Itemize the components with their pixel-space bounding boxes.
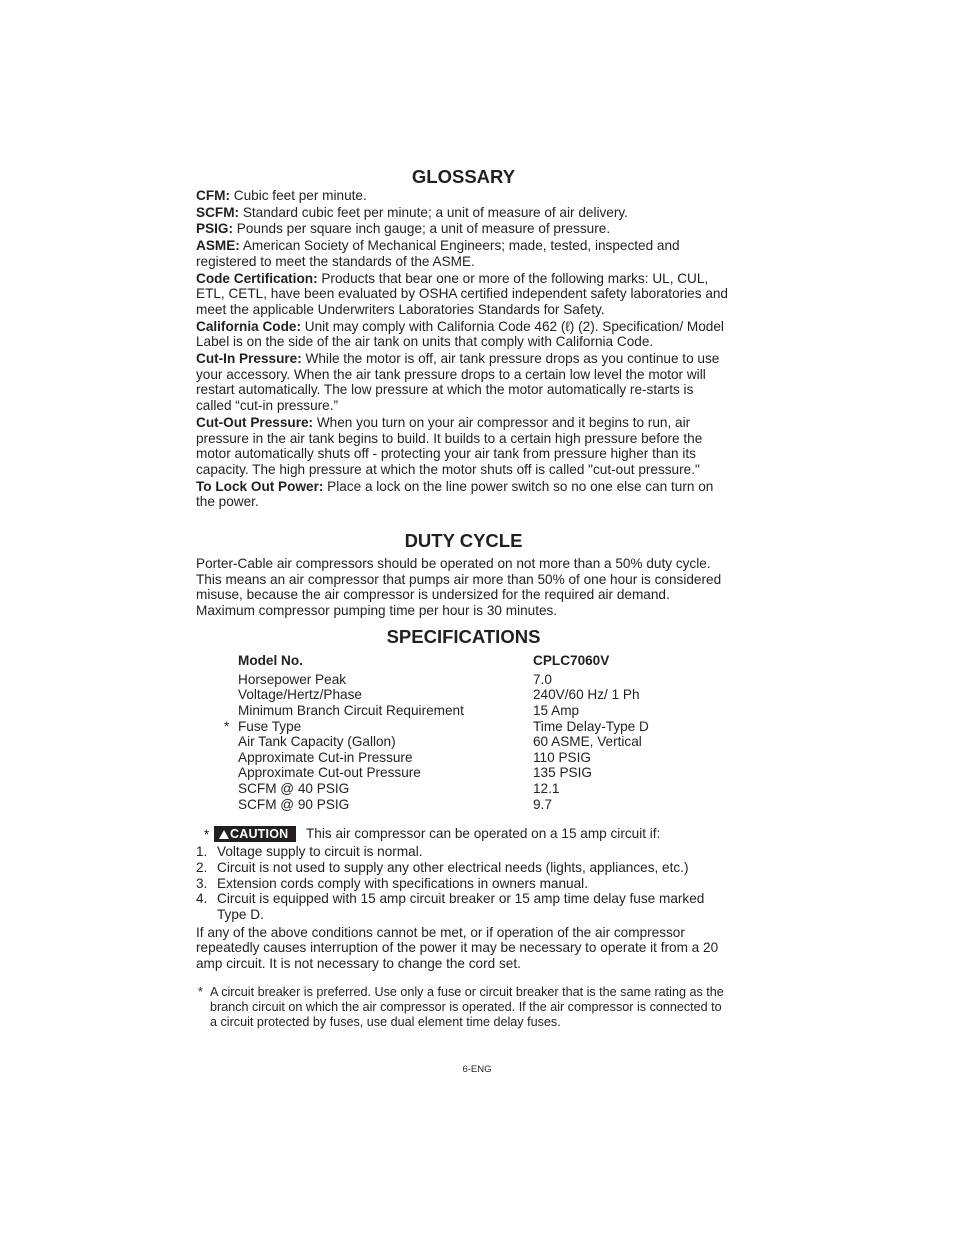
condition-text: Circuit is not used to supply any other electrical needs (lights, appliances, etc.) [217,859,689,875]
footnote-text: A circuit breaker is preferred. Use only a fuse or circuit breaker that is the same rating as the branch circuit on which the air compressor is operated. If the air compressor is connected to a circuit protected by fuses, use dual element time delay fuses. [210,984,724,1029]
caution-line [196,826,731,844]
spec-value: 7.0 [533,671,552,687]
condition-text: Extension cords comply with specifications in owners manual. [217,875,588,891]
conditions-list [196,844,731,923]
spec-label: Air Tank Capacity (Gallon) [238,734,396,750]
glossary-term: ASME: [196,238,240,254]
spec-value: 240V/60 Hz/ 1 Ph [533,687,640,703]
glossary-definition: Cubic feet per minute. [229,188,367,203]
glossary-title: GLOSSARY [411,166,516,187]
glossary-term: California Code: [196,318,301,334]
duty-cycle-text: Porter-Cable air compressors should be operated on not more than a 50% duty cycle. This means an air compressor that pumps air more than 50% of one hour is considered misuse, because the air compressor is undersized for the required air demand. Maximum compressor pumping time per hour is 30 minutes. [196,556,722,619]
spec-label: Fuse Type [238,718,302,734]
caution-star: * [204,827,210,843]
spec-row [196,797,731,813]
glossary-entry [196,188,731,204]
spec-value: Time Delay-Type D [533,718,649,734]
spec-label: Horsepower Peak [238,671,347,687]
spec-label: SCFM @ 40 PSIG [238,781,350,797]
glossary-entry [196,479,731,510]
spec-row [196,765,731,781]
spec-value: 9.7 [533,796,552,812]
caution-badge [214,826,296,842]
page-number: 6-ENG [462,1064,492,1075]
glossary-definition: Unit may comply with California Code 462 (ℓ) (2). Specification/ Model Label is on the side of the air tank on units that comply with California Code. [196,318,724,350]
specifications-table [196,653,731,812]
spec-label: Approximate Cut-in Pressure [238,749,413,765]
spec-value: 12.1 [533,781,560,797]
glossary-entry [196,271,731,318]
spec-row [196,781,731,797]
condition-number: 1. [196,844,208,860]
condition-item [196,891,731,922]
glossary-term: Cut-In Pressure: [196,351,302,367]
spec-row [196,750,731,766]
glossary-term: SCFM: [196,204,240,220]
glossary-term: Cut-Out Pressure: [196,414,314,430]
spec-header-label: Model No. [238,652,303,668]
spec-label: Minimum Branch Circuit Requirement [238,703,464,719]
spec-value: 135 PSIG [533,765,592,781]
spec-row [196,719,731,735]
glossary-entry [196,319,731,350]
glossary-definition: Place a lock on the line power switch so no one else can turn on the power. [196,478,714,510]
glossary-entry [196,351,731,414]
spec-value: 110 PSIG [533,749,591,765]
glossary-list [196,188,731,510]
glossary-definition: Products that bear one or more of the following marks: UL, CUL, ETL, CETL, have been evaluated by OSHA certified independent safety laboratories and meet the applicable Underwriters Laboratories Standards for Safety. [196,270,728,317]
glossary-definition: When you turn on your air compressor and it begins to run, air pressure in the air tank begins to build. It builds to a certain high pressure before the motor automatically shuts off - protecting your air tank from pressure higher than its capacity. The high pressure at which the motor shuts off is called "cut-out pressure." [196,414,703,477]
glossary-term: Code Certification: [196,270,318,286]
condition-number: 4. [196,891,208,907]
caution-badge-label: CAUTION [230,827,289,842]
spec-label: SCFM @ 90 PSIG [238,796,350,812]
glossary-definition: Pounds per square inch gauge; a unit of measure of pressure. [233,221,611,237]
spec-label: Voltage/Hertz/Phase [238,687,362,703]
spec-row [196,734,731,750]
spec-row [196,672,731,688]
spec-header-row [196,653,731,672]
glossary-entry [196,205,731,221]
glossary-term: PSIG: [196,221,234,237]
condition-item [196,860,731,876]
spec-star: * [224,718,230,734]
spec-row [196,687,731,703]
spec-value: 15 Amp [533,703,580,719]
condition-number: 3. [196,875,208,891]
spec-value: 60 ASME, Vertical [533,734,642,750]
conditions-note: If any of the above conditions cannot be met, or if operation of the air compressor repeatedly causes interruption of the power it may be necessary to operate it from a 20 amp circuit. It is not necessary to change the cord set. [196,924,719,972]
manual-page [196,166,731,1030]
warning-triangle-icon [219,830,229,839]
spec-header-value: CPLC7060V [533,652,610,668]
glossary-definition: While the motor is off, air tank pressure drops as you continue to use your accessory. When the air tank pressure drops to a certain low level the motor will restart automatically. The low pressure at which the motor automatically re-starts is called “cut-in pressure.” [196,351,720,414]
footnote [196,985,731,1030]
glossary-entry [196,238,731,269]
condition-number: 2. [196,859,208,875]
condition-text: Voltage supply to circuit is normal. [217,844,423,860]
glossary-entry [196,415,731,478]
caution-text: This air compressor can be operated on a 15 amp circuit if: [306,826,661,842]
duty-cycle-title: DUTY CYCLE [404,530,523,552]
condition-text: Circuit is equipped with 15 amp circuit breaker or 15 amp time delay fuse marked Type D. [217,891,705,923]
spec-label: Approximate Cut-out Pressure [238,765,421,781]
specifications-title: SPECIFICATIONS [386,625,541,647]
footnote-star: * [198,984,203,999]
condition-item [196,844,731,860]
condition-item [196,876,731,892]
glossary-definition: American Society of Mechanical Engineers; made, tested, inspected and registered to meet the standards of the ASME. [196,238,680,269]
spec-row [196,703,731,719]
glossary-entry [196,221,731,237]
glossary-term: CFM: [196,188,230,203]
glossary-term: To Lock Out Power: [196,478,324,494]
glossary-definition: Standard cubic feet per minute; a unit of measure of air delivery. [239,204,628,220]
